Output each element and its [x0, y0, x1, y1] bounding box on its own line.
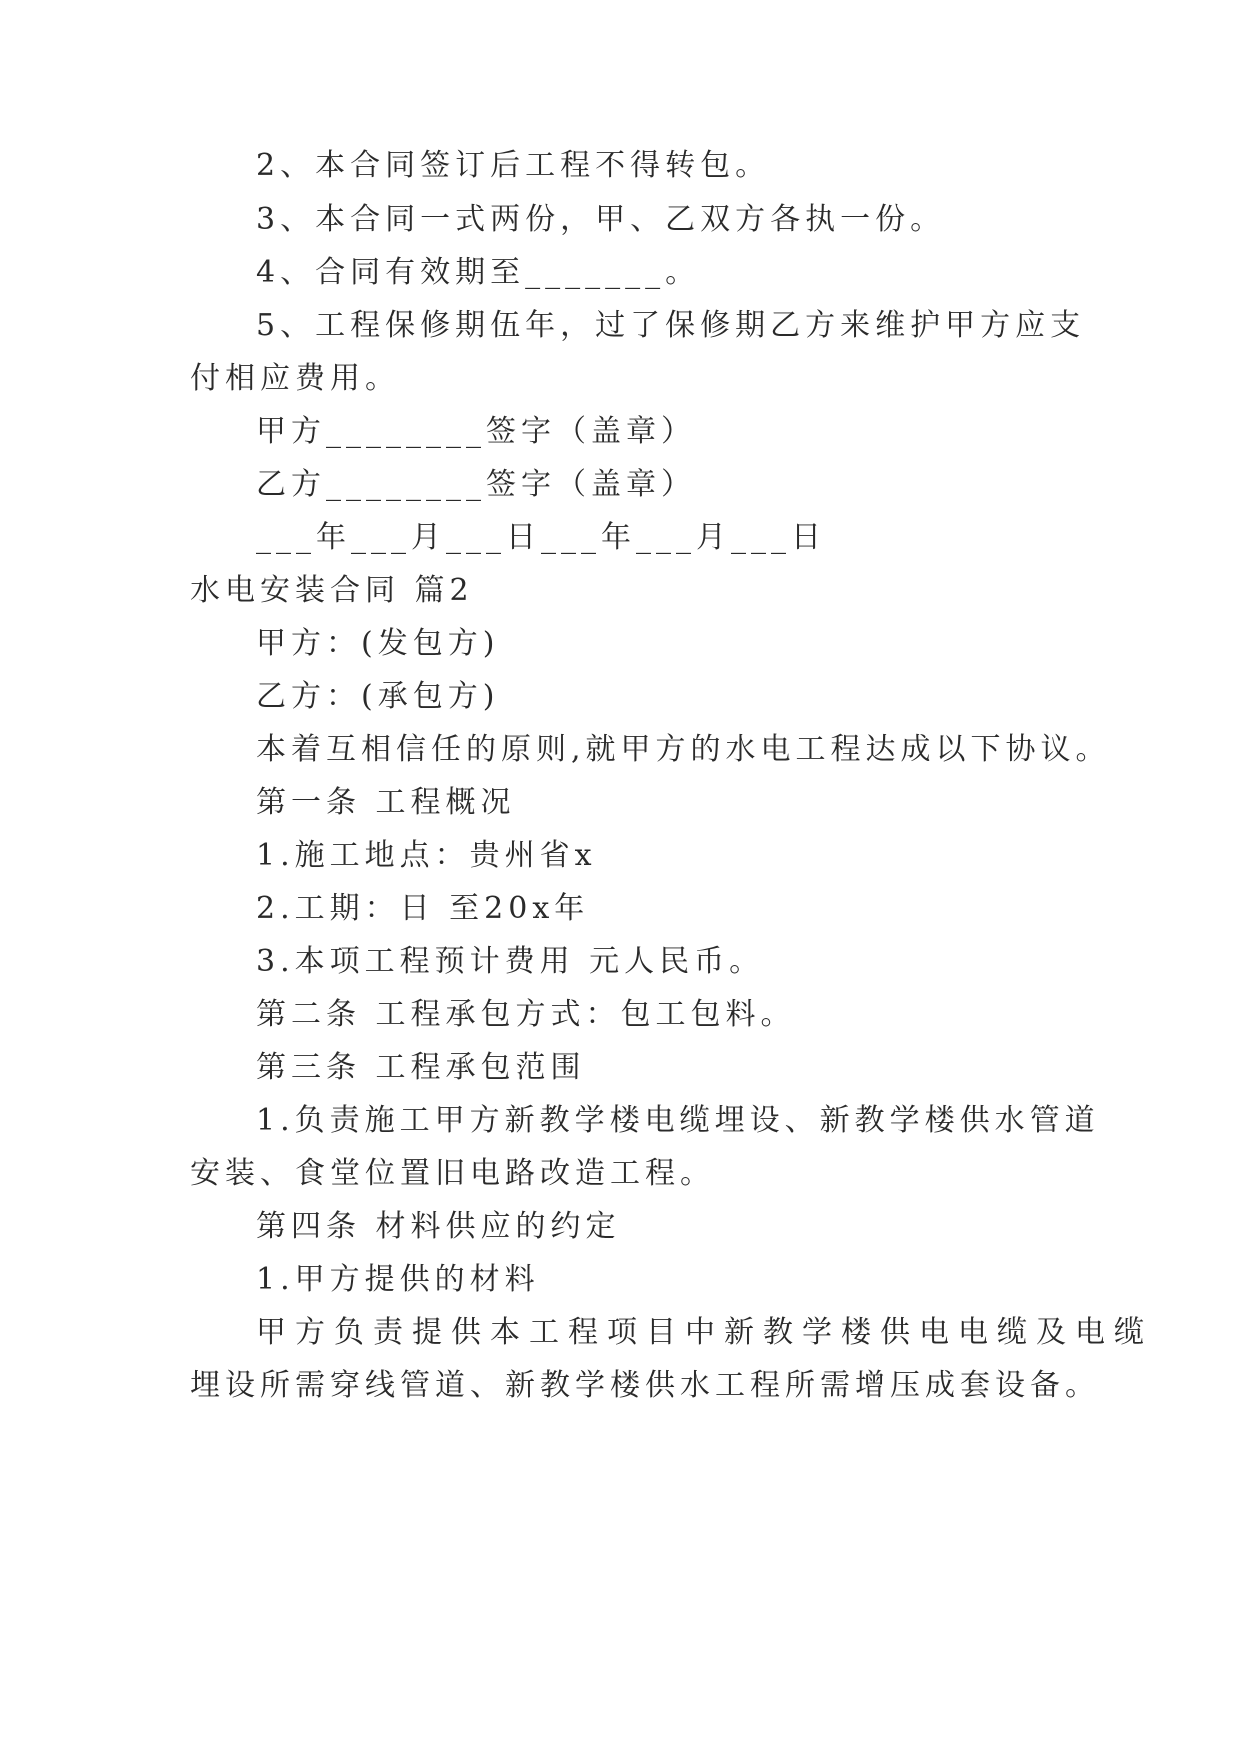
article-1-item-3: 3.本项工程预计费用 元人民币。 [256, 944, 765, 979]
clause-2-text: 2、本合同签订后工程不得转包。 [256, 148, 771, 183]
clause-4-text: 4、合同有效期至_______。 [256, 255, 701, 290]
signature-date-line: ___年___月___日___年___月___日 [256, 520, 826, 555]
article-3-heading: 第三条 工程承包范围 [256, 1050, 586, 1085]
clause-3-text: 3、本合同一式两份，甲、乙双方各执一份。 [256, 202, 946, 237]
article-1-heading: 第一条 工程概况 [256, 785, 516, 820]
article-4-heading: 第四条 材料供应的约定 [256, 1209, 621, 1244]
article-4-item-1: 1.甲方提供的材料 [256, 1262, 540, 1297]
article-3-item-1-line1: 1.负责施工甲方新教学楼电缆埋设、新教学楼供水管道 [256, 1103, 1100, 1138]
article-1-item-2: 2.工期：日 至20x年 [256, 891, 590, 926]
article-4-item-1-body-line2: 埋设所需穿线管道、新教学楼供水工程所需增压成套设备。 [190, 1368, 1100, 1403]
clause-5-text-line1: 5、工程保修期伍年，过了保修期乙方来维护甲方应支 [256, 308, 1086, 343]
article-1-item-1: 1.施工地点：贵州省x [256, 838, 597, 873]
party-b-label: 乙方：(承包方) [256, 679, 500, 714]
clause-5-text-line2: 付相应费用。 [190, 361, 400, 396]
party-a-signature-line: 甲方________签字（盖章） [256, 414, 696, 449]
party-a-label: 甲方：(发包方) [256, 626, 500, 661]
contract-heading: 水电安装合同 篇2 [190, 573, 474, 608]
article-2-heading: 第二条 工程承包方式：包工包料。 [256, 997, 796, 1032]
party-b-signature-line: 乙方________签字（盖章） [256, 467, 696, 502]
article-3-item-1-line2: 安装、食堂位置旧电路改造工程。 [190, 1156, 715, 1191]
article-4-item-1-body-line1: 甲方负责提供本工程项目中新教学楼供电电缆及电缆 [256, 1315, 1153, 1350]
agreement-preamble: 本着互相信任的原则,就甲方的水电工程达成以下协议。 [256, 732, 1111, 767]
